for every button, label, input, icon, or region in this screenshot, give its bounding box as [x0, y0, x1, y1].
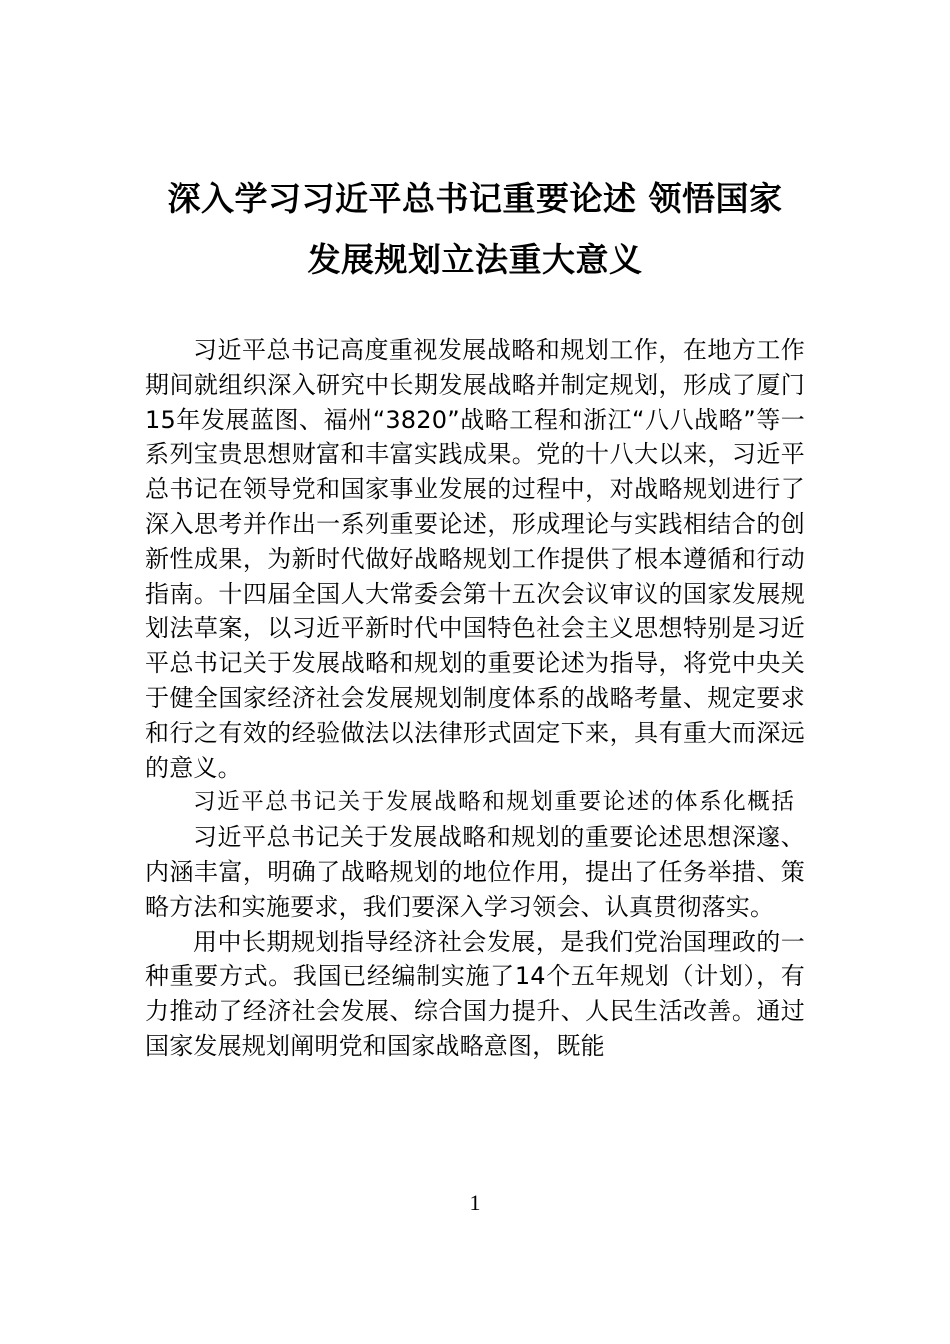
page-number: 1 [469, 1190, 481, 1215]
document-body [145, 333, 805, 1064]
section-heading: 习近平总书记关于发展战略和规划重要论述的体系化概括 [193, 789, 796, 816]
document-title [145, 168, 805, 290]
paragraph-summary: 习近平总书记关于发展战略和规划的重要论述思想深邃、内涵丰富，明确了战略规划的地位作用，提出了任务举措、策略方法和实施要求，我们要深入学习领会、认真贯彻落实。 [145, 823, 805, 921]
title-line-2: 发展规划立法重大意义 [307, 240, 643, 279]
title-line-1: 深入学习习近平总书记重要论述 领悟国家 [167, 179, 783, 218]
paragraph-planning: 用中长期规划指导经济社会发展，是我们党治国理政的一种重要方式。我国已经编制实施了14个五年规划（计划），有力推动了经济社会发展、综合国力提升、人民生活改善。通过国家发展规划阐明党和国家战略意图，既能 [145, 927, 805, 1060]
paragraph-intro: 习近平总书记高度重视发展战略和规划工作，在地方工作期间就组织深入研究中长期发展战略并制定规划，形成了厦门15年发展蓝图、福州“3820”战略工程和浙江“八八战略”等一系列宝贵思想财富和丰富实践成果。党的十八大以来，习近平总书记在领导党和国家事业发展的过程中，对战略规划进行了深入思考并作出一系列重要论述，形成理论与实践相结合的创新性成果，为新时代做好战略规划工作提供了根本遵循和行动指南。十四届全国人大常委会第十五次会议审议的国家发展规划法草案，以习近平新时代中国特色社会主义思想特别是习近平总书记关于发展战略和规划的重要论述为指导，将党中央关于健全国家经济社会发展规划制度体系的战略考量、规定要求和行之有效的经验做法以法律形式固定下来，具有重大而深远的意义。 [145, 336, 805, 782]
